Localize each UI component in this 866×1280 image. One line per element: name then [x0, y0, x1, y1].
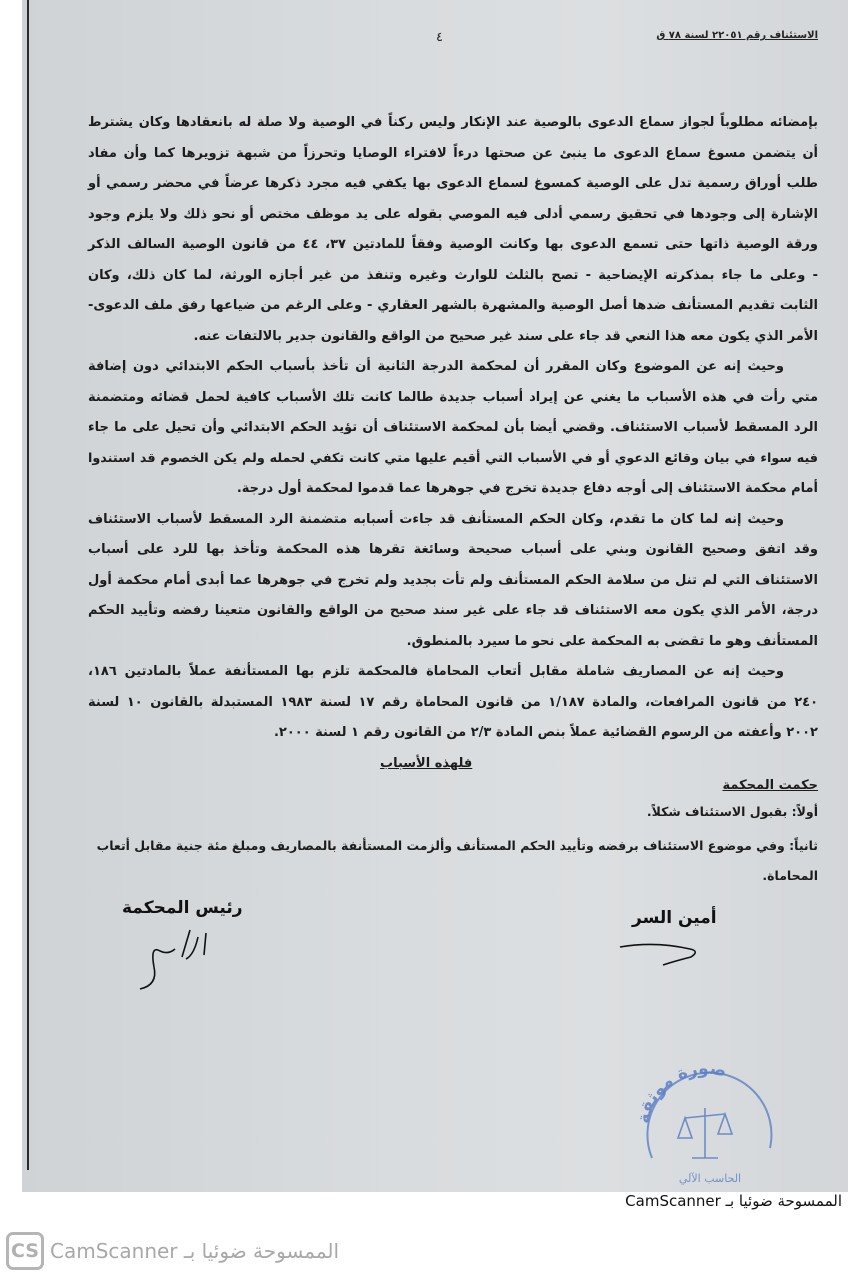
- verdict-second: ثانياً: وفي موضوع الاستئناف برفضه وتأييد الحكم المستأنف وألزمت المستأنفة بالمصاريف ومبلغ مئة جنية مقابل أتعاب: [96, 838, 818, 853]
- body-line: الاستئناف التي لم تنل من سلامة الحكم المستأنف ولم تأت بجديد ولم تخرج في جوهرها عما أبدى أمام محكمة أول: [88, 572, 818, 588]
- body-line: ٢٠٠٢ وأعفته من الرسوم القضائية عملاً بنص المادة ٢/٣ من القانون رقم ١ لسنة ٢٠٠٠.: [273, 725, 818, 740]
- body-line: أمام محكمة الاستئناف إلى أوجه دفاع جديدة تخرج في جوهرها عما قدموا لمحكمة أول درجة.: [236, 481, 818, 496]
- body-line: المستأنف وهو ما تقضى به المحكمة على نحو ما سيرد بالمنطوق.: [406, 633, 818, 649]
- body-line: ٢٤٠ من قانون المرافعات، والمادة ١/١٨٧ من قانون المحاماة رقم ١٧ لسنة ١٩٨٣ المستبدلة بالقانون ١٠ لسنة: [88, 694, 819, 710]
- verdict-title: حكمت المحكمة: [722, 778, 818, 793]
- body-line: ورقة الوصية ذاتها حتى تسمع الدعوى بها وكانت الوصية وفقاً للمادتين ٣٧، ٤٤ من قانون الوصية السالف الذكر: [88, 237, 818, 252]
- clerk-signature: [615, 935, 715, 985]
- body-line: وحيث إنه عن الموضوع وكان المقرر أن لمحكمة الدرجة الثانية أن تأخذ بأسباب الحكم الابتدائي دون إضافة: [88, 359, 784, 374]
- body-line: درجة، الأمر الذي يكون معه الاستئناف قد جاء على غير سند صحيح من الواقع والقانون متعينا رفضه وتأييد الحكم: [88, 603, 818, 618]
- body-line: وحيث إنه عن المصاريف شاملة مقابل أتعاب المحاماة فالمحكمة تلزم بها المستأنفة عملاً بالمادتين ١٨٦،: [88, 664, 784, 679]
- camscanner-caption: الممسوحة ضوئيا بـ CamScanner: [625, 1192, 842, 1210]
- verdict-second-cont: المحاماة.: [762, 868, 818, 883]
- body-line: أن يتضمن مسوغ سماع الدعوى ما ينبئ عن صحتها درءاً لافتراء الوصايا وتحرزاً من شبهة تزويرها كما وأن مفاد: [88, 145, 818, 161]
- body-line: وقد اتفق وصحيح القانون وبني على أسباب صحيحة وسائغة تقرها هذه المحكمة وتأخذ بها للرد على أسباب: [88, 542, 818, 557]
- camscanner-watermark: [6, 1232, 339, 1270]
- body-line: الرد المسقط لأسباب الاستئناف. وقضي أيضا بأن لمحكمة الاستئناف أن تؤيد الحكم الابتدائي وأن تحيل على ما جاء: [88, 420, 818, 435]
- body-line: - وعلى ما جاء بمذكرته الإيضاحية - تصح بالثلث للوارث وغيره وتنفذ من غير أجازه الورثة، لما كان ذلك، وكان: [88, 267, 818, 283]
- judgment-body: [88, 108, 818, 749]
- body-line: فيه سواء في بيان وقائع الدعوي أو في الأسباب التي أقيم عليها متي كانت تكفي لحمله ولم يكن الخصوم قد استندوا: [88, 450, 818, 466]
- svg-text:الحاسب الآلي: الحاسب الآلي: [678, 1172, 742, 1185]
- court-president-label: رئيس المحكمة: [122, 898, 243, 918]
- certified-copy-stamp: [630, 1058, 780, 1193]
- body-line: الأمر الذي يكون معه هذا النعي قد جاء على سند غير صحيح من الواقع والقانون جدير بالالتفات عنه.: [193, 328, 818, 344]
- body-line: بإمضائه مطلوباً لجواز سماع الدعوى بالوصية عند الإنكار وليس ركناً في الوصية ولا صلة له بانعقادها وكان يشترط: [88, 115, 818, 130]
- president-signature: [120, 925, 230, 995]
- camscanner-logo-icon: CS: [6, 1232, 44, 1270]
- reasons-heading: فلهذه الأسباب: [380, 756, 473, 771]
- body-line: وحيث إنه لما كان ما تقدم، وكان الحكم المستأنف قد جاءت أسبابه متضمنة الرد المسقط لأسباب الاستئناف: [88, 511, 784, 527]
- page-number: ٤: [436, 30, 443, 45]
- svg-text:صورة موثقة: صورة موثقة: [633, 1058, 729, 1126]
- verdict-first: أولاً: بقبول الاستئناف شكلاً.: [646, 804, 818, 819]
- body-line: الإشارة إلى وجودها في تحقيق رسمي أدلى فيه الموصي بقوله على يد موظف مختص أو نحو ذلك ولا يلزم وجود: [88, 206, 818, 222]
- body-line: طلب أوراق رسمية تدل على الوصية كمسوغ لسماع الدعوى بها يكفي فيه مجرد ذكرها عرضاً في محضر رسمي أو: [88, 176, 818, 191]
- court-clerk-label: أمين السر: [632, 908, 717, 928]
- page-edge-line: [27, 0, 29, 1170]
- body-line: متي رأت في هذه الأسباب ما يغني عن إيراد أسباب جديدة طالما كانت تلك الأسباب كافية لحمل قضائه ومتضمنة: [88, 389, 818, 405]
- body-line: الثابت تقديم المستأنف ضدها أصل الوصية والمشهرة بالشهر العقاري - وعلى الرغم من ضياعها رفق ملف الدعوى-: [88, 298, 818, 313]
- case-reference: الاستئناف رقم ٢٢٠٥١ لسنة ٧٨ ق: [656, 30, 818, 41]
- camscanner-footer-text: الممسوحة ضوئيا بـ CamScanner: [50, 1239, 340, 1263]
